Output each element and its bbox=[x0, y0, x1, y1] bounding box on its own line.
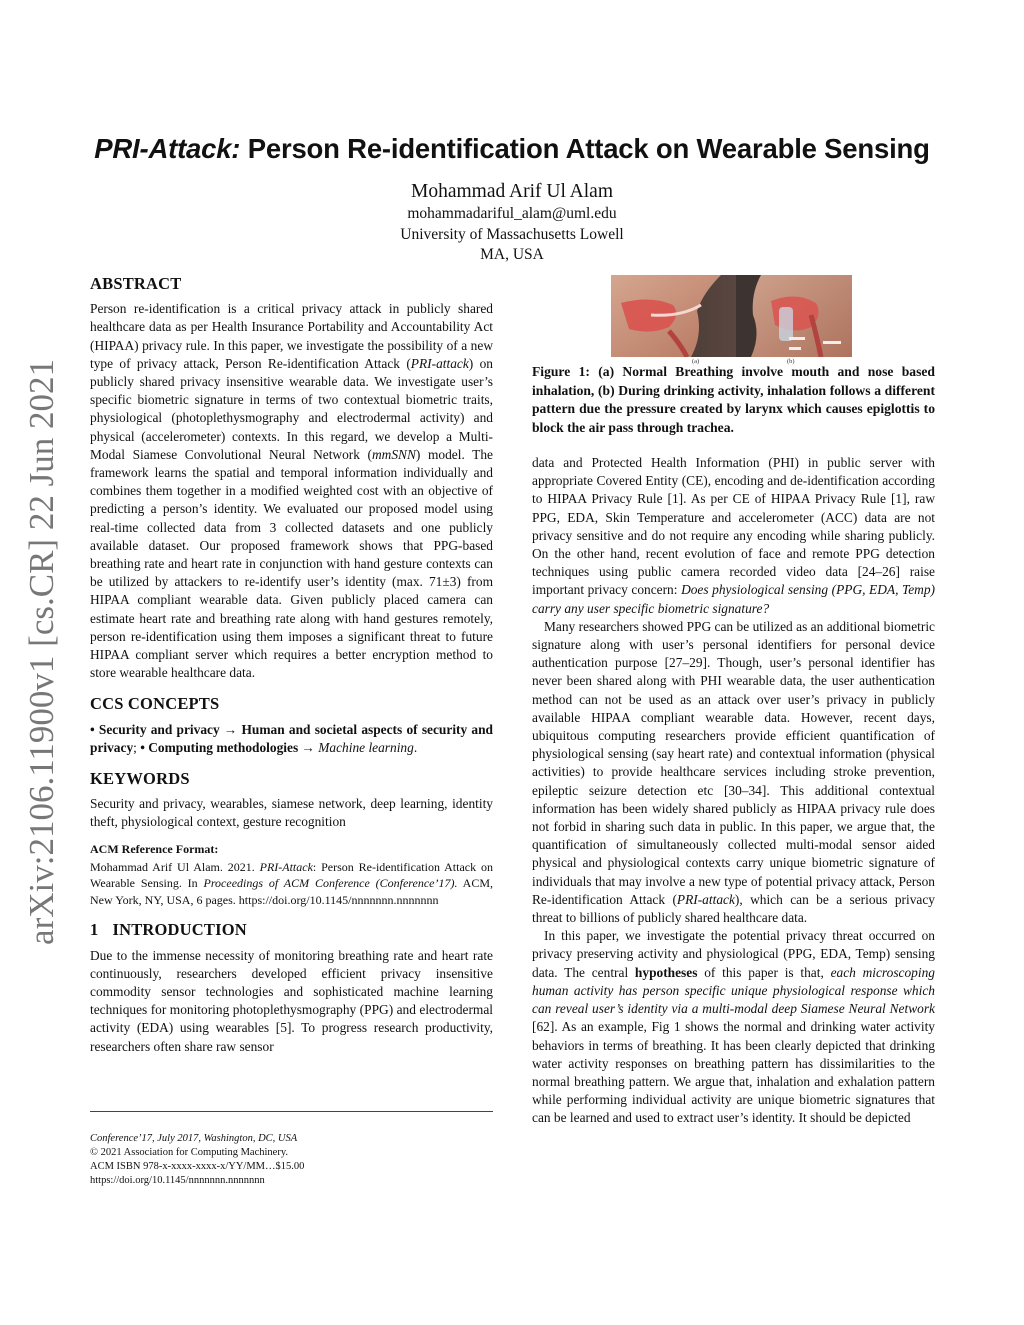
acm-reference-heading: ACM Reference Format: bbox=[90, 841, 219, 856]
footnote-rule bbox=[90, 1111, 493, 1112]
abstract-text: Person re-identification is a critical privacy attack in publicly shared healthcare data as per Health Insurance Portability and Accountability Act (HIPAA) privacy rule. In this paper, we investigate the possibility of a new type of privacy attack, Person Re-identification Attack (PRI-attack) on publicly shared privacy insensitive wearable data. We investigate user’s specific biometric signature in terms of two contextual biometric traits, physiological (photoplethysmography and electrodermal activity) and physical (accelerometer) contexts. In this regard, we develop a Multi-Modal Siamese Convolutional Neural Network (mmSNN) model. The framework learns the spatial and temporal information individually and combines them together in a modified weighted cost with an objective of predicting a person’s identity. We evaluated our proposed model using real-time collected data from 3 collected datasets and one publicly available dataset. Our proposed framework shows that PPG-based breathing rate and heart rate in conjunction with hand gesture contexts can be utilized by attackers to re-identify user’s identity (max. 71±3) from HIPAA compliant wearable data. Given publicly placed camera can estimate heart rate and breathing rate along with hand gestures remotely, person re-identification using them imposes a significant threat to future HIPAA compliant server which requires a better encryption method to store wearable healthcare data. bbox=[90, 301, 494, 681]
title-rest: Person Re-identification Attack on Wearable Sensing bbox=[240, 133, 930, 164]
figure-label-b: (b) bbox=[787, 358, 795, 365]
right-paragraph-3: In this paper, we investigate the potential privacy threat occurred on privacy preserving activity and physiological (PPG, EDA, Temp) sensing data. The central hypotheses of this paper is that, each microscoping human activity has person specific unique physiological response which can reveal user’s identity via a multi-modal deep Siamese Neural Network [62]. As an example, Fig 1 shows the normal and drinking water activity behaviors in terms of breathing. It has been clearly depicted that drinking water activity responses on breathing pattern has dissimilarities to the normal breathing pattern. We argue that, inhalation and exhalation pattern while performing individual activity are unique biometric signatures that can be learned and used to extract user’s identity. It should be depicted bbox=[532, 928, 935, 1126]
right-paragraph-1: data and Protected Health Information (PHI) in public server with appropriate Covered Entity (CE), encoding and de-identification according to HIPAA Privacy Rule [1]. As per CE of HIPAA Privacy Rule [1], raw PPG, EDA, Skin Temperature and accelerometer (ACC) data are not privacy sensitive and do not require any encoding while sharing publicly. On the other hand, recent evolution of face and remote PPG detection techniques using public camera recorded video data [24–26] raise important privacy concern: Does physiological sensing (PPG, EDA, Temp) carry any user specific biometric signature? bbox=[532, 455, 936, 616]
footnote-copyright: © 2021 Association for Computing Machinery. bbox=[90, 1147, 289, 1158]
arxiv-identifier: arXiv:2106.11900v1 [cs.CR] 22 Jun 2021 bbox=[22, 359, 61, 945]
acm-reference-text: Mohammad Arif Ul Alam. 2021. PRI-Attack: Person Re-identification Attack on Wearable Sensing. In Proceedings of ACM Conference (Conference’17). ACM, New York, NY, USA, 6 pages. https://doi.org/10.1145/nnnnnnn.nnnnnnn bbox=[90, 859, 494, 907]
right-paragraph-2: Many researchers showed PPG can be utilized as an additional biometric signature along with user’s personal identifiers for personal device authentication purpose [27–29]. Though, user’s personal identifier has never been shared along with PHI wearable data, the user authentication method can not be used as an attack over user’s privacy in publicly available HIPAA compliant wearable data. However, recent days, ubiquitous computing researchers provide efficient quantification of physiological sensing (say heart rate) and contextual information (physical activities) to provide healthcare services including stroke prevention, epileptic seizure detection etc [30–34]. This additional contextual information has been widely shared publicly as HIPAA privacy rule does not forbid in sharing such data in public. In this paper, we argue that, the quantification of simultaneously collected multi-modal sensor aided physical and physiological contexts carry unique biometric signature of individuals that may involve a new type of potential privacy attack, Person Re-identification Attack (PRI-attack), which can be a serious privacy threat to billions of publicly shared healthcare data. bbox=[532, 618, 935, 926]
footnote-isbn: ACM ISBN 978-x-xxxx-xxxx-x/YY/MM…$15.00 bbox=[90, 1161, 305, 1172]
keywords-text: Security and privacy, wearables, siamese network, deep learning, identity theft, physiological context, gesture recognition bbox=[90, 796, 493, 830]
figure-label-a: (a) bbox=[692, 358, 700, 365]
figure-caption: Figure 1: (a) Normal Breathing involve mouth and nose based inhalation, (b) During drinking activity, inhalation follows a different pattern due the pressure created by larynx which causes epiglottis to block the air pass through trachea. bbox=[532, 364, 935, 435]
figure-breathing-image bbox=[611, 275, 852, 357]
footnote bbox=[90, 1132, 493, 1188]
author-affiliation: University of Massachusetts Lowell bbox=[400, 226, 624, 243]
ccs-text: • Security and privacy → Human and societal aspects of security and privacy; • Computing methodologies → Machine learning. bbox=[90, 721, 493, 755]
right-column bbox=[532, 454, 935, 1128]
abstract-heading: ABSTRACT bbox=[90, 274, 182, 293]
author-email: mohammadariful_alam@uml.edu bbox=[407, 205, 617, 222]
title-italic: PRI-Attack: bbox=[94, 133, 241, 164]
paper-title bbox=[60, 133, 964, 165]
footnote-doi: https://doi.org/10.1145/nnnnnnn.nnnnnnn bbox=[90, 1175, 265, 1186]
introduction-heading: 1 INTRODUCTION bbox=[90, 920, 247, 940]
author-location: MA, USA bbox=[480, 246, 544, 263]
footnote-conference: Conference’17, July 2017, Washington, DC, USA bbox=[90, 1133, 298, 1144]
author-name: Mohammad Arif Ul Alam bbox=[410, 181, 614, 202]
ccs-heading: CCS CONCEPTS bbox=[90, 694, 220, 714]
introduction-paragraph: Due to the immense necessity of monitoring breathing rate and heart rate continuously, researchers developed efficient privacy insensitive commodity sensor technologies and sophisticated machine learning techniques for monitoring photoplethysmography (PPG) and electrodermal activity (EDA) using wearables [5]. To progress research productivity, researchers often share raw sensor bbox=[90, 947, 493, 1054]
keywords-heading: KEYWORDS bbox=[90, 769, 190, 789]
left-column bbox=[90, 275, 493, 1056]
